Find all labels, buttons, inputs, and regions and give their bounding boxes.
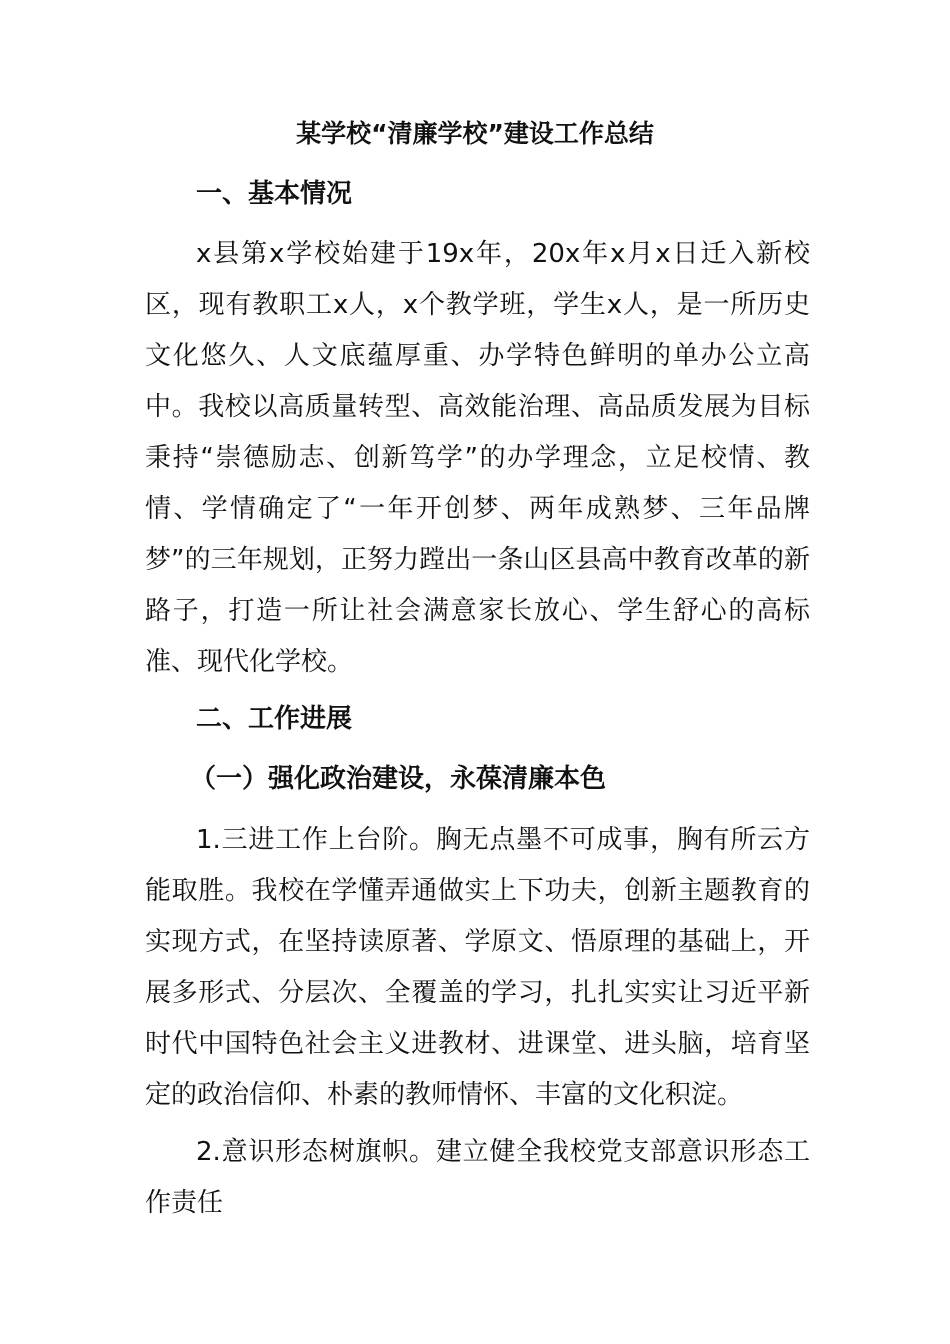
document-title: 某学校“清廉学校”建设工作总结 xyxy=(296,119,654,148)
subsection-heading-political: （一）强化政治建设，永葆清廉本色 xyxy=(190,764,607,794)
paragraph-item-2: 2.意识形态树旗帜。建立健全我校党支部意识形态工作责任 xyxy=(145,1137,810,1218)
paragraph-item-1: 1.三进工作上台阶。胸无点墨不可成事，胸有所云方能取胜。我校在学懂弄通做实上下功夫，创新主题教育的实现方式，在坚持读原著、学原文、悟原理的基础上，开展多形式、分层次、全覆盖的学习，扎扎实实让习近平新时代中国特色社会主义进教材、进课堂、进头脑，培育坚定的政治信仰、朴素的教师情怀、丰富的文化积淀。 xyxy=(145,825,810,1110)
section-heading-progress: 二、工作进展 xyxy=(196,704,353,734)
paragraph-basic-info: x县第x学校始建于19x年，20x年x月x日迁入新校区，现有教职工x人，x个教学班，学生x人，是一所历史文化悠久、人文底蕴厚重、办学特色鲜明的单办公立高中。我校以高质量转型、高效能治理、高品质发展为目标秉持“崇德励志、创新笃学”的办学理念，立足校情、教情、学情确定了“一年开创梦、两年成熟梦、三年品牌梦”的三年规划，正努力蹚出一条山区县高中教育改革的新路子，打造一所让社会满意家长放心、学生舒心的高标准、现代化学校。 xyxy=(145,239,810,677)
section-heading-basic-info: 一、基本情况 xyxy=(196,179,353,209)
